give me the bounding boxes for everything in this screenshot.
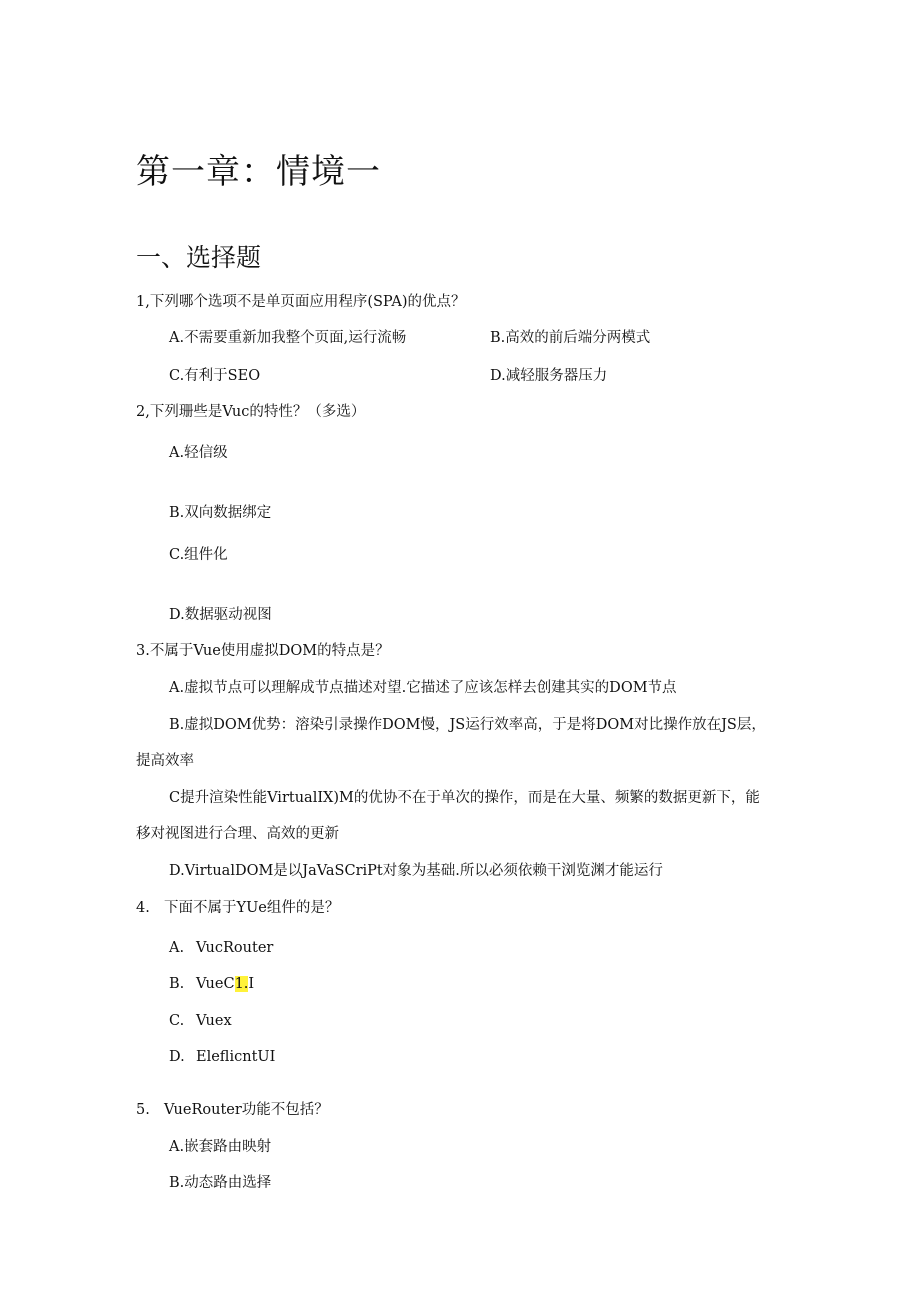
question-4-option-c-letter: C.: [169, 1013, 185, 1029]
question-3-stem: 3.不属于Vue使用虚拟DOM的特点是？: [136, 643, 390, 659]
question-1-option-a: A.不需要重新加我整个页面,运行流畅: [169, 330, 407, 346]
question-4-option-b-text-pre: VueC: [196, 976, 235, 992]
question-2-stem: 2,下列珊些是Vuc的特性？（多选）: [136, 404, 366, 420]
question-5-stem: VueRouter功能不包括？: [164, 1102, 329, 1118]
question-2-option-a: A.轻信级: [169, 445, 228, 461]
question-4-option-a-text: VucRouter: [196, 940, 274, 956]
question-3-option-d: D.VirtualDOM是以JaVaSCriPt对象为基础.所以必须依赖干浏览渊才能运行: [169, 863, 663, 879]
question-4-option-d-text: EleflicntUI: [196, 1049, 276, 1065]
question-1-stem: 1,下列哪个选项不是单页面应用程序(SPA)的优点？: [136, 294, 466, 310]
question-4-option-b-text: [196, 974, 254, 994]
question-4-option-b-highlight: 1.: [234, 976, 249, 992]
question-2-option-d: D.数据驱动视图: [169, 607, 272, 623]
question-1-option-b: B.高效的前后端分两模式: [490, 330, 651, 346]
question-5-number: 5.: [136, 1102, 150, 1118]
question-5-option-a: A.嵌套路由映射: [169, 1139, 272, 1155]
question-4-option-b-letter: B.: [169, 976, 185, 992]
question-5-option-b: B.动态路由选择: [169, 1175, 272, 1191]
question-4-option-d-letter: D.: [169, 1049, 185, 1065]
question-4-stem: 下面不属于YUe组件的是？: [164, 900, 340, 916]
question-3-option-b-line1: B.虚拟DOM优势：溶染引录操作DOM慢，JS运行效率高，于是将DOM对比操作放在JS层，: [169, 717, 766, 733]
question-4-option-a-letter: A.: [169, 940, 185, 956]
question-1-option-c: C.有利于SEO: [169, 368, 261, 384]
question-4-option-c-text: Vuex: [196, 1013, 232, 1029]
question-4-option-b-text-post: I: [248, 976, 255, 992]
question-2-option-b: B.双向数据绑定: [169, 505, 272, 521]
question-3-option-c-line2: 移对视图进行合理、高效的更新: [136, 826, 339, 842]
question-4-number: 4.: [136, 900, 150, 916]
question-3-option-b-line2: 提高效率: [136, 753, 194, 769]
question-3-option-c-line1: C提升渲染性能VirtualIX)M的优协不在于单次的操作，而是在大量、频繁的数据更新下，能: [169, 790, 760, 806]
question-1-option-d: D.减轻服务器压力: [490, 368, 608, 384]
question-2-option-c: C.组件化: [169, 547, 228, 563]
section-title: 一、选择题: [136, 243, 262, 272]
chapter-title: 第一章：情境一: [136, 152, 381, 192]
question-3-option-a: A.虚拟节点可以理解成节点描述对望.它描述了应该怎样去创建其实的DOM节点: [169, 680, 677, 696]
